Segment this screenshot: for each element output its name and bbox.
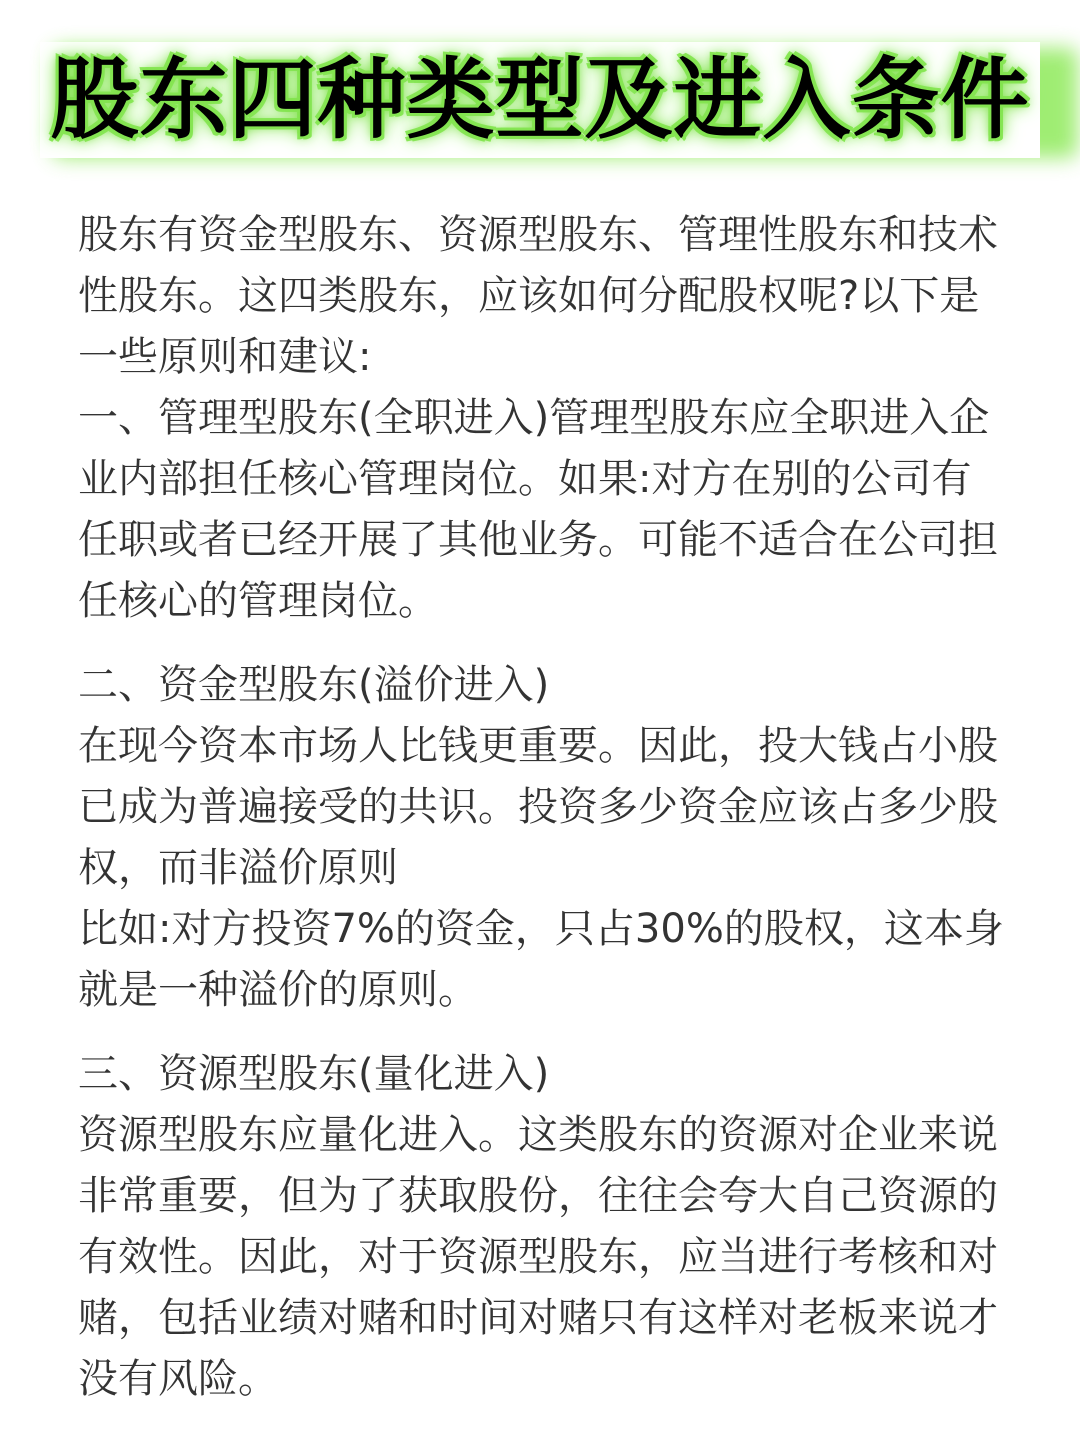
section-3-body: 资源型股东应量化进入。这类股东的资源对企业来说非常重要，但为了获取股份，往往会夸大自己资源的有效性。因此，对于资源型股东，应当进行考核和对赌，包括业绩对赌和时间对赌只有这样对老板来说才没有风险。 [78, 1112, 998, 1402]
article-body [78, 205, 1008, 1410]
section-2-heading: 二、资金型股东(溢价进入) [78, 662, 550, 708]
page-title: 股东四种类型及进入条件 [40, 42, 1039, 158]
intro-paragraph: 股东有资金型股东、资源型股东、管理性股东和技术性股东。这四类股东，应该如何分配股权呢?以下是一些原则和建议: [78, 212, 998, 380]
section-1-paragraph: 一、管理型股东(全职进入)管理型股东应全职进入企业内部担任核心管理岗位。如果:对方在别的公司有任职或者已经开展了其他业务。可能不适合在公司担任核心的管理岗位。 [78, 395, 998, 624]
title-container [0, 42, 1080, 162]
section-spacer [78, 1021, 1008, 1044]
section-2-body: 在现今资本市场人比钱更重要。因此，投大钱占小股已成为普遍接受的共识。投资多少资金应该占多少股权，而非溢价原则 [78, 723, 998, 891]
section-spacer [78, 632, 1008, 655]
section-2-example: 比如:对方投资7%的资金，只占30%的股权，这本身就是一种溢价的原则。 [78, 906, 1004, 1013]
section-3-heading: 三、资源型股东(量化进入) [78, 1051, 550, 1097]
